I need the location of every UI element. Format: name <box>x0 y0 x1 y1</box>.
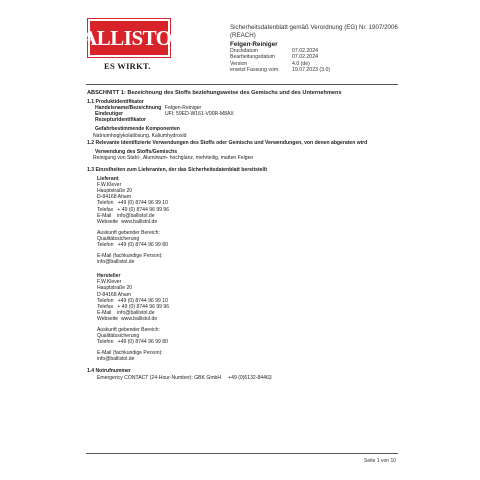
contact-line: info@ballistol.de <box>97 259 135 266</box>
hazard-components-heading: Gefahrbestimmende Komponenten <box>95 126 180 133</box>
address-line: Hauptstraße 20 <box>97 188 133 195</box>
subsection-1-1-title: 1.1 Produktidentifikator <box>87 99 144 106</box>
manufacturer-heading: Hersteller <box>97 273 121 280</box>
info-line: Auskunft gebender Bereich: <box>97 327 160 333</box>
subsection-1-2-title: 1.2 Relevante identifizierte Verwendungen des Stoffs oder Gemischs und Verwendungen, von denen abgeraten wird <box>87 139 368 146</box>
use-heading: Verwendung des Stoffs/Gemischs <box>95 148 178 155</box>
contact-line: info@ballistol.de <box>97 356 135 363</box>
emergency-contact: Emergency CONTACT (24-Hour-Number): GBK GmbH +49 (0)6132-84463 <box>97 374 272 381</box>
info-line: Telefon +49 (0) 8744 96 99 80 <box>97 339 168 346</box>
subsection-1-4-title: 1.4 Notrufnummer <box>87 368 131 375</box>
logo-tagline: ES WIRKT. <box>104 61 151 71</box>
footer-divider <box>86 453 398 454</box>
supplier-heading: Lieferant <box>97 176 119 183</box>
info-line: Qualitätssicherung <box>97 333 140 340</box>
address-line: Webseite www.ballistol.de <box>97 218 158 225</box>
address-line: Telefax + 49 (0) 8744 96 99 96 <box>97 206 170 213</box>
info-line: Telefon +49 (0) 8744 96 99 80 <box>97 241 168 248</box>
logo-registered-mark: ® <box>186 35 190 41</box>
contact-line: E-Mail (fachkundige Person): <box>97 350 163 357</box>
meta-row-replaces: ersetzt Fassung vom 19.07.2023 (3.0) <box>230 66 331 73</box>
address-line: D-84168 Aham <box>97 194 131 201</box>
info-line: Auskunft gebender Bereich: <box>97 229 160 236</box>
supplier-block <box>97 176 407 273</box>
logo-brand: BALLISTOL <box>68 25 186 50</box>
address-line: Hauptstraße 20 <box>97 285 133 292</box>
meta-row-print-date: Druckdatum 07.02.2024 <box>230 48 318 54</box>
ufi-row: Eindeutiger Rezepturidentifikator UFI: 59ED-W161-V00R-M8AX <box>95 111 234 124</box>
ballistol-logo <box>68 19 190 57</box>
address-line: Telefax + 49 (0) 8744 96 99 96 <box>97 303 170 310</box>
address-line: E-Mail info@ballistol.de <box>97 309 155 316</box>
address-line: Telefon +49 (0) 8744 96 99 10 <box>97 200 168 207</box>
address-line: Telefon +49 (0) 8744 96 99 10 <box>97 297 168 304</box>
contact-line: E-Mail (fachkundige Person): <box>97 253 163 260</box>
address-line: F.W.Klever <box>97 279 122 286</box>
manufacturer-block <box>97 273 407 367</box>
use-value: Reinigung von Stahl-, Aluminium- hochglanz, mehrteilig, matten Felgen <box>93 154 254 161</box>
document-body <box>87 90 407 381</box>
address-line: E-Mail info@ballistol.de <box>97 212 155 219</box>
address-line: Webseite www.ballistol.de <box>97 315 158 322</box>
meta-row-version: Version 4.0 (de) <box>230 60 310 67</box>
hazard-components-value: Natriumhoglykolatlösung, Kaliumhydroxid <box>93 132 187 139</box>
info-line: Qualitätssicherung <box>97 235 140 242</box>
address-line: F.W.Klever <box>97 182 122 189</box>
document-meta <box>230 48 330 73</box>
product-name: Felgen-Reiniger <box>230 41 278 48</box>
page-number: Seite 1 von 10 <box>364 458 396 464</box>
subsection-1-3-title: 1.3 Einzelheiten zum Lieferanten, der das Sicherheitsdatenblatt bereitstellt <box>87 166 268 173</box>
meta-row-revision-date: Bearbeitungsdatum 07.02.2024 <box>230 54 318 61</box>
address-line: D-84168 Aham <box>97 291 131 298</box>
header-divider <box>86 84 398 85</box>
trade-name-row: Handelsname/Bezeichnung Felgen-Reiniger <box>95 105 202 112</box>
document-title: Sicherheitsdatenblatt gemäß Verordnung (EG) Nr. 1907/2006 (REACH) <box>230 24 398 39</box>
section-1-title: ABSCHNITT 1: Bezeichnung des Stoffs beziehungsweise des Gemischs und des Unternehmens <box>87 90 342 96</box>
